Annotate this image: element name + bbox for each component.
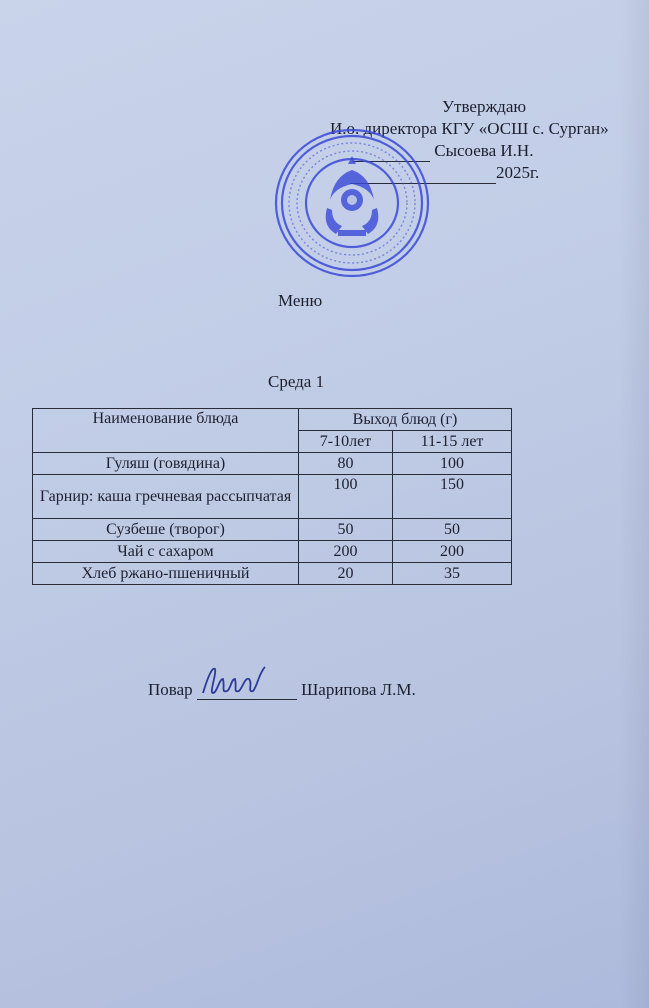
dish-name: Гуляш (говядина)	[33, 453, 299, 475]
director-position: И.о. директора КГУ «ОСШ с. Сурган»	[330, 119, 609, 138]
header-dish: Наименование блюда	[33, 409, 299, 453]
portion-11-15: 35	[393, 563, 512, 585]
portion-7-10: 200	[299, 541, 393, 563]
cook-signature-line	[197, 683, 297, 700]
table-row	[33, 563, 512, 585]
table-row	[33, 519, 512, 541]
approval-year: 2025г.	[496, 163, 540, 182]
cook-name: Шарипова Л.М.	[301, 680, 416, 699]
approve-label: Утверждаю	[442, 97, 527, 116]
header-age-11-15: 11-15 лет	[393, 431, 512, 453]
table-row	[33, 453, 512, 475]
dish-name: Хлеб ржано-пшеничный	[33, 563, 299, 585]
dish-name: Гарнир: каша гречневая рассыпчатая	[33, 475, 299, 519]
table-row	[33, 541, 512, 563]
day-title: Среда 1	[268, 372, 325, 391]
cook-label: Повар	[148, 680, 193, 699]
menu-table	[32, 408, 512, 585]
table-row	[33, 475, 512, 519]
paper-edge-shadow	[619, 0, 649, 1008]
menu-title: Меню	[278, 291, 323, 310]
portion-7-10: 100	[299, 475, 393, 519]
handwritten-signature-icon	[199, 663, 267, 699]
portion-11-15: 50	[393, 519, 512, 541]
portion-11-15: 100	[393, 453, 512, 475]
dish-name: Сузбеше (творог)	[33, 519, 299, 541]
portion-7-10: 50	[299, 519, 393, 541]
portion-11-15: 150	[393, 475, 512, 519]
portion-7-10: 80	[299, 453, 393, 475]
state-emblem-seal-icon	[272, 126, 432, 281]
director-name: Сысоева И.Н.	[434, 141, 534, 160]
dish-name: Чай с сахаром	[33, 541, 299, 563]
cook-signature-block	[148, 680, 416, 700]
portion-7-10: 20	[299, 563, 393, 585]
header-output: Выход блюд (г)	[299, 409, 512, 431]
portion-11-15: 200	[393, 541, 512, 563]
header-age-7-10: 7-10лет	[299, 431, 393, 453]
